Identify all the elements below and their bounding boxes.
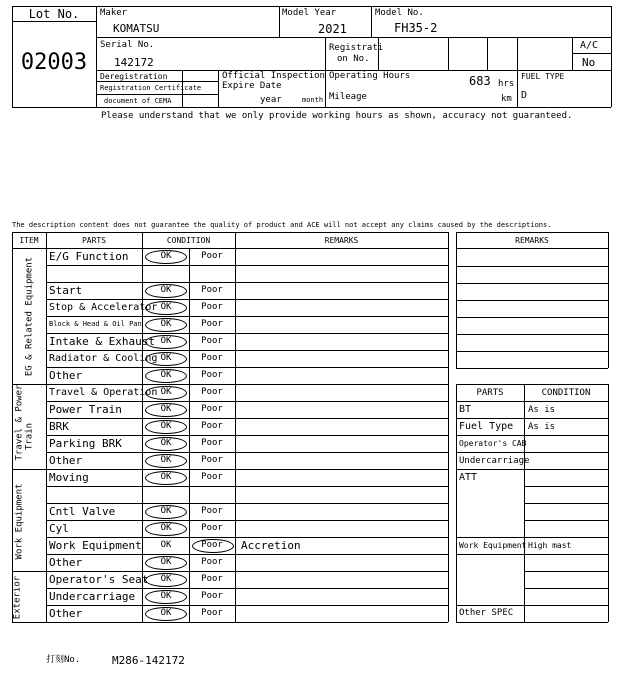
mileage-label: Mileage [329,92,367,102]
model-year-value: 2021 [318,22,347,36]
serial-label: Serial No. [100,40,155,50]
ok-option: OK [160,421,172,431]
selection-oval [145,369,187,383]
side-col-condition: CONDITION [541,388,591,398]
inspection-label-2: Expire Date [222,81,282,91]
part-label: Start [49,284,83,297]
hrs-label: hrs [498,79,515,89]
fuel-type-label: FUEL TYPE [521,72,565,81]
side-part-undercarriage: Undercarriage [459,456,530,466]
part-label: Moving [49,471,89,484]
maker-value: KOMATSU [113,22,160,35]
poor-option: Poor [201,404,223,414]
part-label: Undercarriage [49,590,136,603]
part-label: Work Equipment [49,539,142,552]
poor-option: Poor [201,608,223,618]
col-remarks-header: REMARKS [324,236,359,245]
col-item-header: ITEM [19,236,39,245]
side-remarks-title: REMARKS [515,236,549,245]
ok-option: OK [160,455,172,465]
month-label: month [302,96,324,104]
selection-oval [145,437,187,451]
ok-option: OK [160,540,172,550]
selection-oval [145,454,187,468]
poor-option: Poor [201,574,223,584]
ok-option: OK [160,370,172,380]
poor-option: Poor [201,319,223,329]
selection-oval [145,590,187,604]
selection-oval [145,420,187,434]
selection-oval [145,386,187,400]
cema-label: document of CEMA [104,97,172,105]
group-label-travel-2: Train [24,422,35,451]
lot-number: 02003 [20,50,88,75]
side-condition-bt: As is [528,405,556,415]
model-no-label: Model No. [375,8,424,18]
part-label: E/G Function [49,250,129,263]
side-part-other-spec: Other SPEC [459,608,514,618]
ok-option: OK [160,523,172,533]
deregistration-label: Deregistration [100,72,168,81]
poor-option: Poor [201,370,223,380]
ok-option: OK [160,574,172,584]
col-condition-header: CONDITION [166,236,211,245]
part-label: Parking BRK [49,437,122,450]
ok-option: OK [160,472,172,482]
ok-option: OK [160,387,172,397]
side-condition-fuel-type: As is [528,422,556,432]
km-label: km [501,94,512,104]
selection-oval [145,403,187,417]
part-label: Power Train [49,403,122,416]
selection-oval [145,522,187,536]
maker-label: Maker [100,8,128,18]
stamp-no-label: 打刻No. [46,655,81,665]
selection-oval [145,318,187,332]
part-label: Other [49,556,83,569]
side-condition-work-equipment: High mast [528,541,572,550]
ok-option: OK [160,285,172,295]
ok-option: OK [160,404,172,414]
side-part-bt: BT [459,404,472,415]
stamp-no-value: M286-142172 [112,654,185,667]
ok-option: OK [160,319,172,329]
registration-certificate-label: Registration Certificate [100,84,202,92]
model-year-label: Model Year [282,8,337,18]
operating-hours-value: 683 [469,74,491,88]
registration-label: Registrati [329,43,384,53]
poor-option: Poor [201,455,223,465]
poor-option: Poor [201,336,223,346]
selection-oval [145,301,187,315]
side-part-operator-cab: Operator's CAB [459,439,527,448]
part-label: BRK [49,420,69,433]
group-label-travel: Travel & Power [14,384,25,461]
ok-option: OK [160,302,172,312]
poor-option: Poor [201,523,223,533]
poor-option: Poor [201,387,223,397]
selection-oval [145,335,187,349]
poor-option: Poor [201,591,223,601]
selection-oval [145,471,187,485]
notice-text: Please understand that we only provide working hours as shown, accuracy not guaranteed. [101,111,573,121]
registration-label-2: on No. [337,54,370,64]
group-label-work: Work Equipment [14,483,25,560]
side-part-fuel-type: Fuel Type [459,421,514,432]
serial-value: 142172 [114,56,154,69]
side-part-att: ATT [459,472,478,483]
selection-oval [145,352,187,366]
ok-option: OK [160,438,172,448]
selection-oval [192,539,234,553]
group-label-exterior: Exterior [12,575,23,620]
poor-option: Poor [201,540,223,550]
ok-option: OK [160,251,172,261]
poor-option: Poor [201,506,223,516]
ok-option: OK [160,557,172,567]
ac-label: A/C [580,40,599,51]
poor-option: Poor [201,285,223,295]
disclaimer-text: The description content does not guarantee the quality of product and ACE will not accept any claims caused by the descriptions. [12,221,552,229]
selection-oval [145,607,187,621]
side-col-parts: PARTS [476,388,504,398]
part-label: Other [49,454,83,467]
fuel-type-value: D [521,90,528,101]
ok-option: OK [160,608,172,618]
model-no-value: FH35-2 [394,21,438,35]
part-label: Operator's Seat [49,573,149,586]
side-part-work-equipment: Work Equipment [459,541,527,550]
poor-option: Poor [201,353,223,363]
selection-oval [145,284,187,298]
poor-option: Poor [201,438,223,448]
ok-option: OK [160,591,172,601]
selection-oval [145,250,187,264]
operating-hours-label: Operating Hours [329,71,411,81]
ok-option: OK [160,336,172,346]
selection-oval [145,573,187,587]
part-label: Cntl Valve [49,505,116,518]
part-label: Stop & Accelerator [49,301,158,313]
ok-option: OK [160,353,172,363]
part-label: Cyl [49,522,69,535]
ac-value: No [582,56,596,69]
part-label: Radiator & Cooling [49,352,158,364]
remark-text: Accretion [241,539,301,552]
poor-option: Poor [201,557,223,567]
poor-option: Poor [201,251,223,261]
ok-option: OK [160,506,172,516]
poor-option: Poor [201,302,223,312]
part-label: Intake & Exhaust [49,335,155,348]
part-label: Other [49,369,83,382]
poor-option: Poor [201,472,223,482]
selection-oval [145,556,187,570]
lot-label: Lot No. [28,7,80,21]
selection-oval [145,505,187,519]
col-parts-header: PARTS [81,236,107,245]
inspection-label: Official Inspection [222,71,325,81]
year-label: year [260,95,282,105]
group-label-eg: EG & Related Equipment [24,256,35,377]
poor-option: Poor [201,421,223,431]
part-label: Block & Head & Oil Pan [49,320,142,328]
part-label: Travel & Operation [49,386,158,398]
part-label: Other [49,607,83,620]
